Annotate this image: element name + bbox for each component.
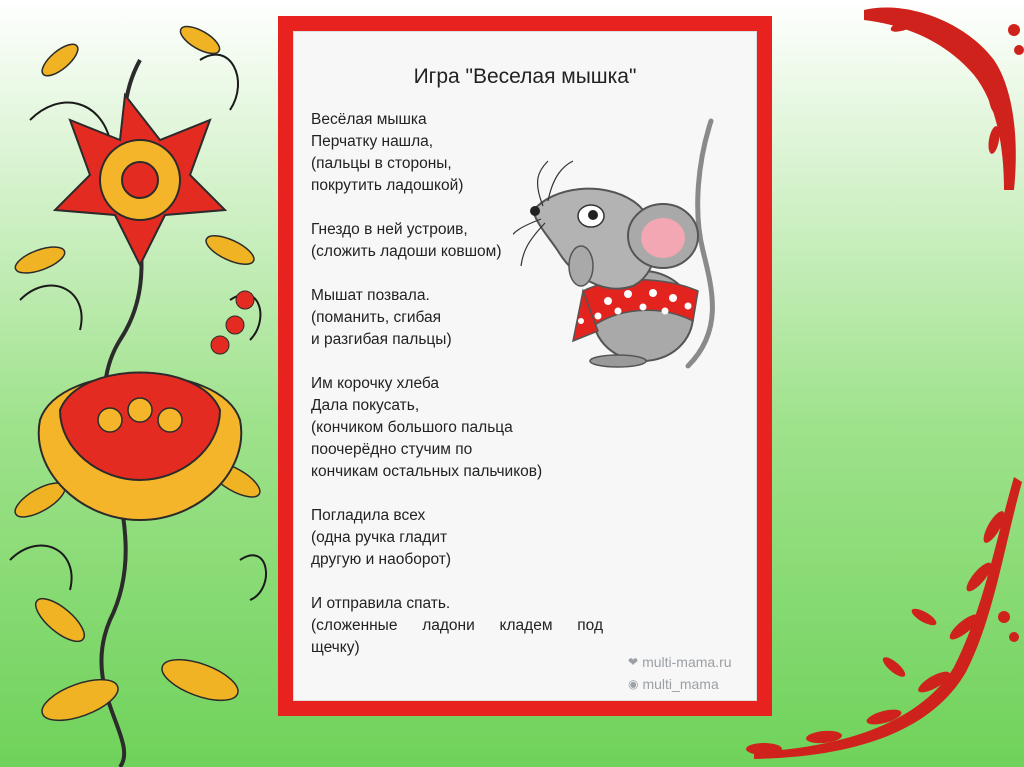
poem-line: Гнездо в ней устроив, — [311, 221, 468, 238]
poem-line: Дала покусать, — [311, 397, 420, 414]
poem-line: (сложить ладоши ковшом) — [311, 243, 502, 260]
poem-line: (пальцы в стороны, — [311, 155, 452, 172]
poem-line: (поманить, сгибая — [311, 309, 442, 326]
poem-paper — [293, 31, 757, 701]
poem-line: другую и наоборот) — [311, 551, 451, 568]
watermark-social: multi_mama — [642, 676, 719, 692]
poem-line: (сложенные ладони кладем под — [311, 617, 603, 634]
vk-icon: ◉ — [628, 677, 639, 691]
poem-line: И отправила спать. — [311, 595, 451, 612]
stanza-6 — [311, 593, 603, 659]
poem-line: (одна ручка гладит — [311, 529, 448, 546]
poem-line: Мышат позвала. — [311, 287, 430, 304]
poem-line: и разгибая пальцы) — [311, 331, 452, 348]
poem-line: Перчатку нашла, — [311, 133, 434, 150]
poem-card-frame — [278, 16, 772, 716]
poem-line: Погладила всех — [311, 507, 426, 524]
mouse-illustration — [513, 101, 743, 371]
poem-line: покрутить ладошкой) — [311, 177, 464, 194]
watermark-site-row — [628, 651, 732, 673]
poem-line: щечку) — [311, 639, 360, 656]
khokhloma-ornament-top-right — [844, 0, 1024, 190]
stanza-5 — [311, 505, 603, 571]
stanza-4 — [311, 373, 603, 483]
page-title: Игра "Веселая мышка" — [413, 65, 637, 88]
khokhloma-ornament-left — [0, 0, 280, 767]
poem-line: Им корочку хлеба — [311, 375, 440, 392]
heart-icon: ❤ — [628, 655, 639, 669]
watermark-site: multi-mama.ru — [642, 654, 732, 670]
poem-line: Весёлая мышка — [311, 111, 427, 128]
watermark-social-row — [628, 673, 732, 695]
poem-line: поочерёдно стучим по — [311, 441, 473, 458]
poem-line: кончикам остальных пальчиков) — [311, 463, 543, 480]
watermark — [628, 651, 732, 695]
poem-line: (кончиком большого пальца — [311, 419, 513, 436]
